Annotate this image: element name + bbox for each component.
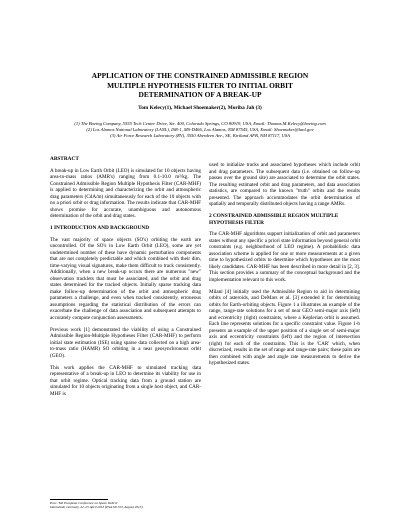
paper-title — [50, 71, 350, 100]
section-heading: 1 INTRODUCTION AND BACKGROUND — [50, 225, 150, 232]
author-list: Tom Kelecy(1), Michael Shoemaker(2), Moriba Jah (3) — [138, 105, 262, 111]
affiliation-line: (1) The Boeing Company, 5555 Tech Center Drive, Ste. 400, Colorado Springs, CO 80919, USA, Email: Thomas.M.Kelecy@boeing.com — [74, 121, 326, 126]
footnote-line: Darmstadt, Germany, 22–25 April 2013 (ESA SP-723, August 2013) — [50, 505, 143, 510]
title-line: DETERMINATION OF A BREAK-UP — [138, 90, 262, 100]
section-heading: 2 CONSTRAINED ADMISSIBLE REGION MULTIPLE HYPOTHESIS FILTER — [209, 213, 339, 226]
affiliation-line: (2) Los Alamos National Laboratory (LANL), ISR-1, MS-D466, Los Alamos, NM 87545, USA, Email: Shoemaker@lanl.gov — [86, 127, 314, 133]
left-column — [50, 156, 201, 403]
body-paragraph: The CAR-MHF algorithms support initialization of orbit and parameters states without any specific a priori state information beyond general orbit constraints (e.g. neighborhood of LEO regime). A probabilistic data association scheme is applied for one or more measurements at a given time to hypothesized orbits to determine which hypotheses are the most likely candidates. CAR-MHF has been described in more detail in [2, 3]. This section provides a summary of the conceptual background and the implementation relevant to this work. — [209, 231, 360, 283]
affiliation-line: (3) Air Force Research Laboratory (RV), 3550 Aberdeen Ave., SE, Kirtland AFB, NM 87117, USA — [110, 133, 290, 139]
footnote — [50, 501, 250, 510]
body-paragraph: The vast majority of space objects (SO's) orbiting the earth are uncontrolled. Of the SO's in Low Earth Orbit (LEO), some are yet undetermined number of these have dynamic perturbation components that are not completely predictable and which combined with their dim, time-varying visual signatures, make them difficult to track consistently. Additionally, when a new break-up occurs there are numerous "new" observation tracklets that must be associated, and the orbit and drag states determined for the tracked objects. Initially sparse tracking data make follow-up determination of the orbit and atmospheric drag parameters a challenge, and even when tracked consistently, erroneous assumptions regarding the statistical distribution of the errors can exacerbate the challenge of data association and subsequent attempts to accurately compute conjunction assessments. — [50, 236, 201, 321]
title-line: APPLICATION OF THE CONSTRAINED ADMISSIBLE REGION — [91, 71, 309, 80]
body-paragraph: This work applies the CAR-MHF to simulated tracking data representative of a break-up in LEO to determine its viability for use in that orbit regime. Optical tracking data from a ground station are simulated for 10 objects originating from a single host object, and CAR-MHF is — [50, 364, 201, 397]
footnote-divider — [50, 499, 108, 500]
abstract-text: A break-up in Low Earth Orbit (LEO) is simulated for 10 objects having area-to-mass ratios (AMR's) ranging from 0.1-10.0 m²/kg. The Constrained Admissible Region Multiple Hypothesis Filter (CAR-MHF) is applied to determining and characterizing the orbit and atmospheric drag parameters (CdA/m) simultaneously for each of the 10 objects with no a priori orbit or drag information. The results indicate that CAR-MHF shows promise for accurate, unambiguous and autonomous determination of the orbit and drag states. — [50, 167, 201, 220]
abstract-heading: ABSTRACT — [50, 156, 79, 162]
right-column — [209, 162, 360, 372]
body-paragraph: Previous work [1] demonstrated the viability of using a Constrained Admissible Region-Multiple Hypotheses Filter (CAR-MHF) to perform initial state estimation (ISE) using sparse data collected on a high area-to-mass ratio (HAMR) SO orbiting in a near geosynchronous orbit (GEO). — [50, 326, 201, 359]
footnote-line: Proc. '6th European Conference on Space Debris' — [50, 501, 118, 505]
title-line: MULTIPLE HYPOTHESIS FILTER TO INITIAL ORBIT — [107, 80, 293, 90]
affiliations — [40, 121, 360, 140]
body-paragraph: used to initialize tracks and associated hypotheses which include orbit and drag parameters. The subsequent data (i.e. obtained on follow-up passes over the ground site) are associated to determine the orbit states. The resulting estimated orbit and drag parameters, and data association statistics, are compared to the known "truth" orbits and the results presented. The approach accommodates the orbit determination of spatially and temporally distributed objects having a range AMRs. — [209, 162, 360, 207]
body-paragraph: Milani [4] initially used the Admissible Region to aid in determining orbits of asteroids, and DeMars et al. [3] extended it for determining orbits for Earth-orbiting objects. Figure 1 a illustrates an example of the range, range-rate solutions for a set of near GEO semi-major axis (left) and eccentricity (right) constraints, where a Keplerian orbit is assumed. Each line represents solutions for a specific constraint value. Figure 1-b presents an example of the upper position of a single set of semi-major axis and eccentricity constraints (left) and the region of intersection (right) for each of the constraints. This is the 'CAR' which, when discretized, results in the set of range and range-rate pairs; these pairs are then combined with angle and angle rate measurements to derive the hypothesized states. — [209, 288, 360, 367]
